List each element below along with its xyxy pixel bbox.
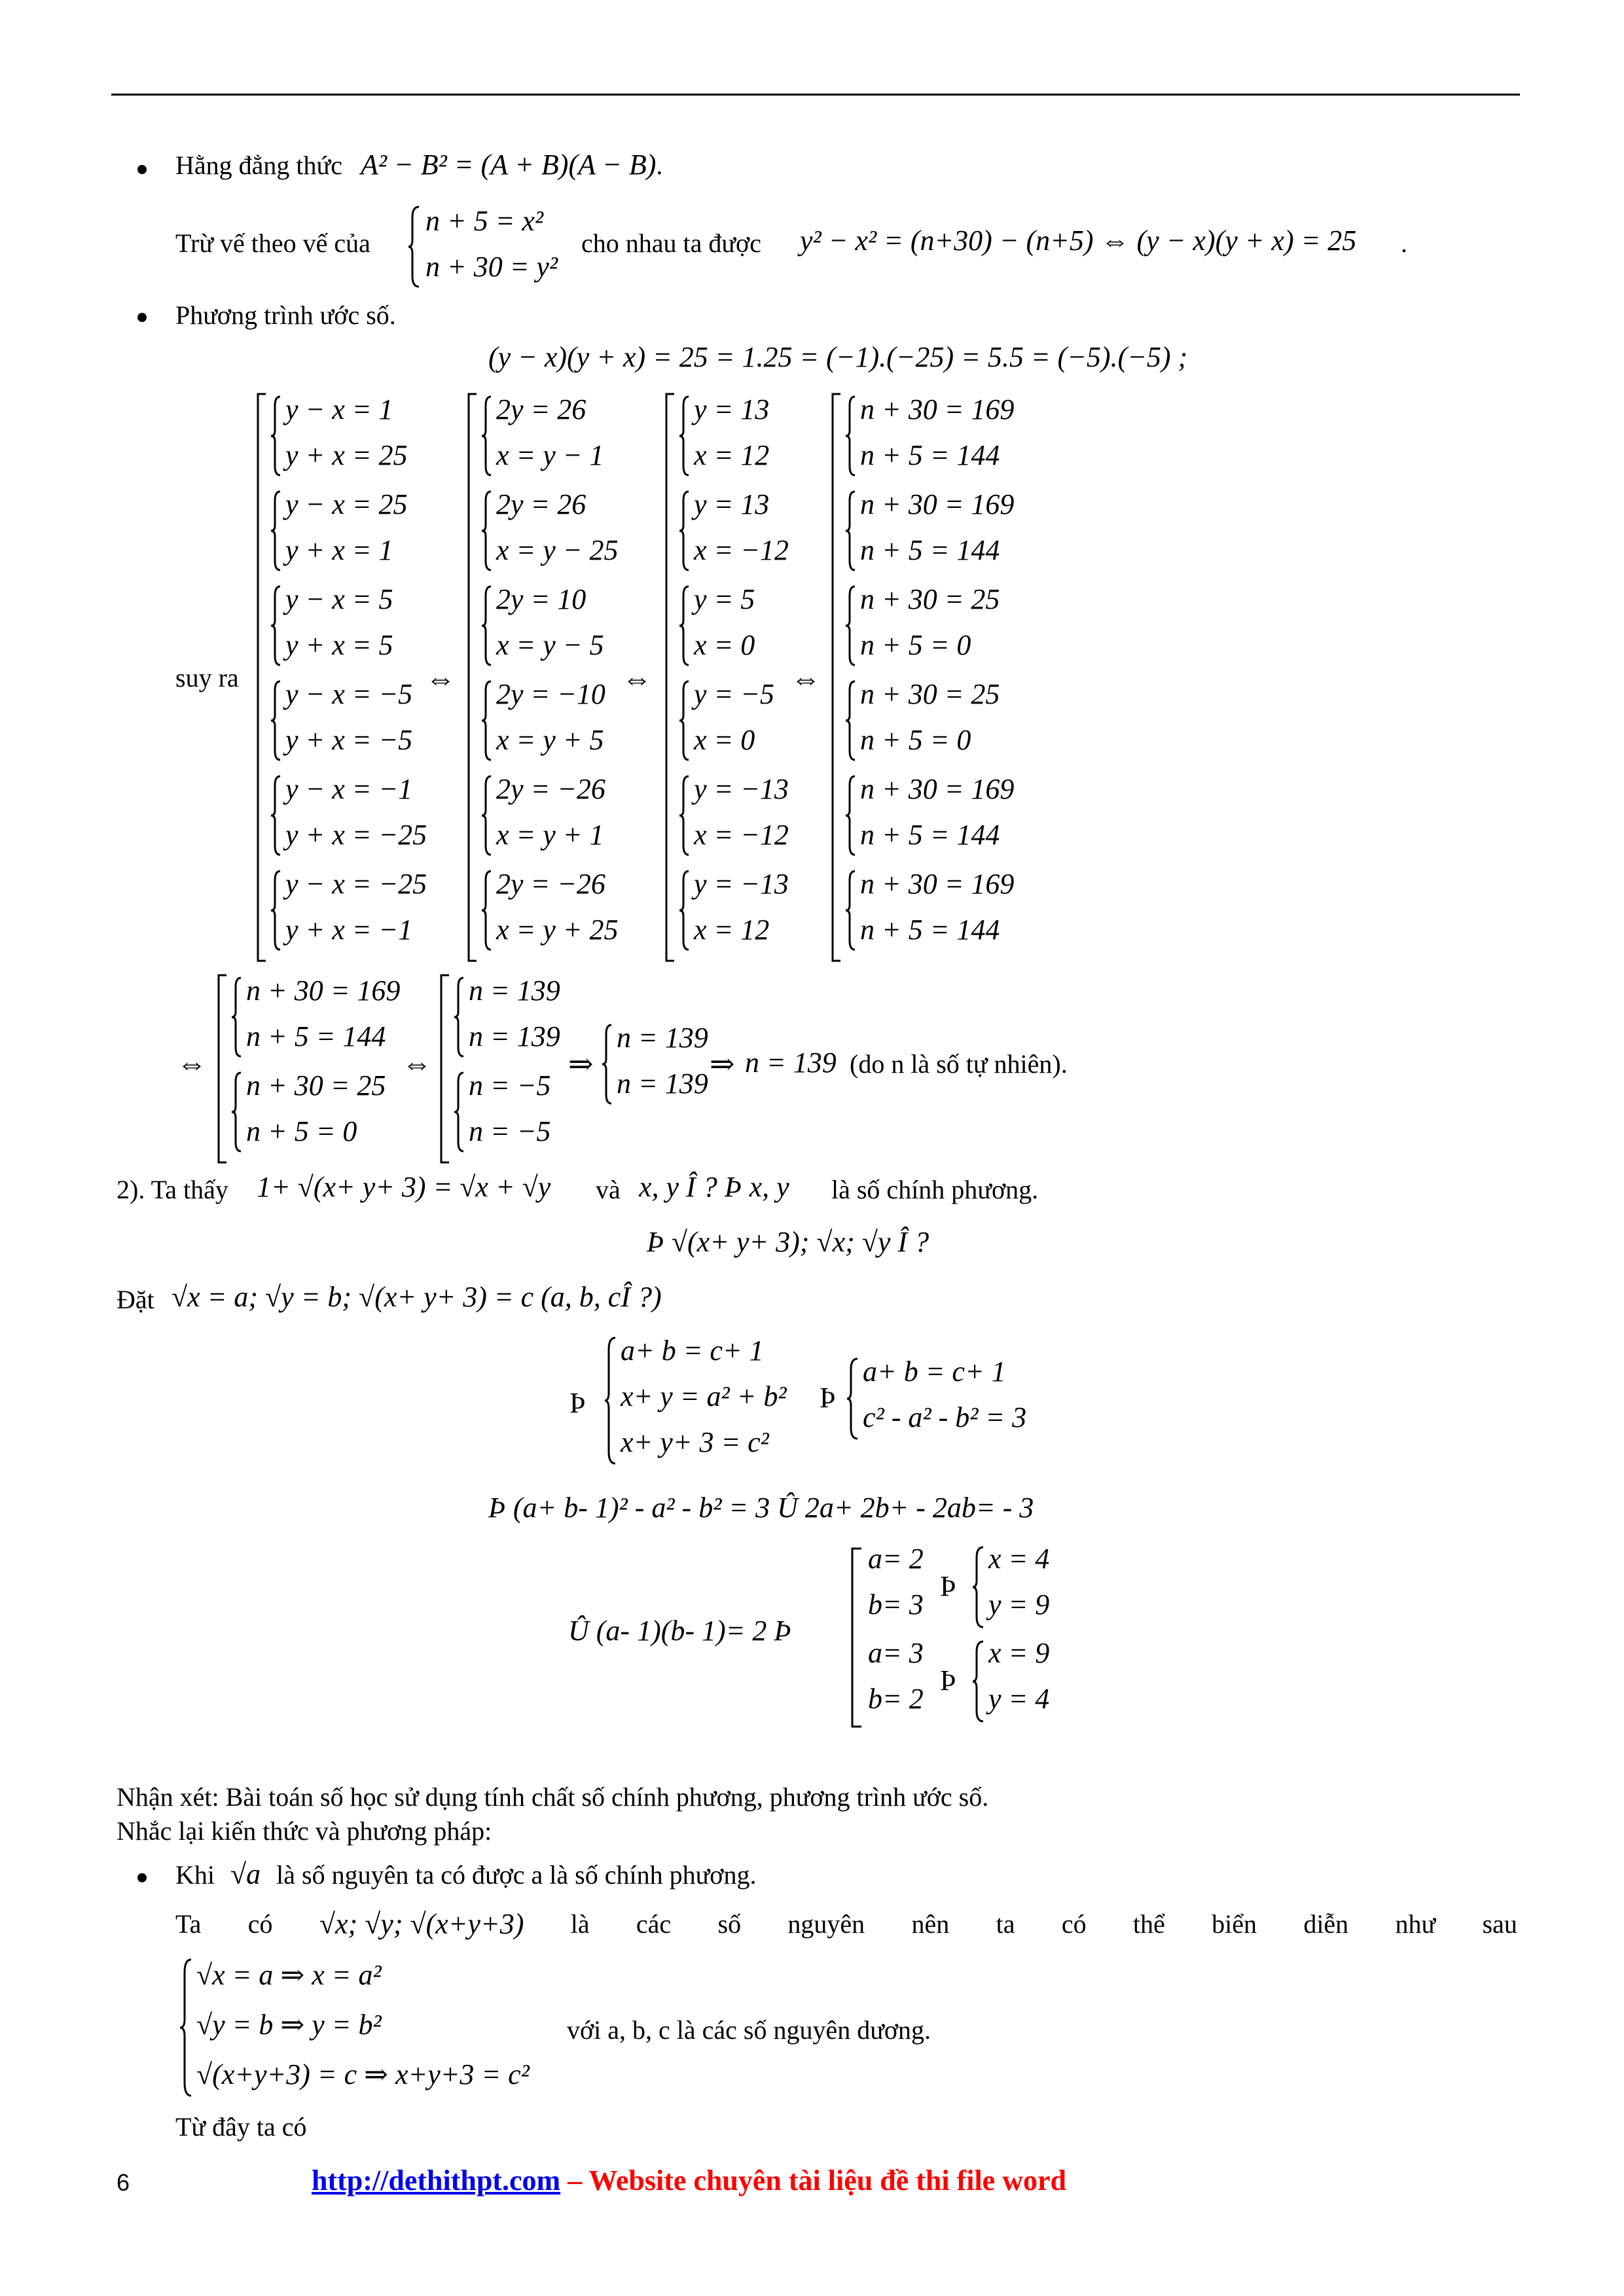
word: ta bbox=[996, 1909, 1015, 1939]
final-b-row: n = −5 bbox=[469, 1069, 551, 1102]
final-b-row: n = −5 bbox=[469, 1115, 551, 1147]
col3-row: y = 5 bbox=[694, 583, 755, 615]
col3-row: x = 12 bbox=[694, 439, 770, 471]
final-c-row: n = 139 bbox=[617, 1022, 708, 1054]
col3-row: y = −13 bbox=[694, 773, 789, 805]
col2-row: x = y − 5 bbox=[496, 629, 604, 661]
case-row: a= 3 bbox=[868, 1637, 924, 1669]
col4-row: n + 30 = 169 bbox=[860, 488, 1015, 520]
sqrt-bullet bbox=[175, 1859, 756, 1891]
brace bbox=[178, 1957, 194, 2101]
col3-row: y = 13 bbox=[694, 488, 770, 520]
subtract-label: Trừ vế theo vế của bbox=[175, 228, 370, 258]
brace-stack bbox=[270, 393, 283, 962]
footer-banner bbox=[312, 2164, 1066, 2197]
equivalence-symbol: ⇔ bbox=[791, 662, 821, 695]
implies-symbol: Þ bbox=[820, 1382, 836, 1414]
sys-row: √x = a ⇒ x = a² bbox=[196, 1959, 382, 1991]
final-a-row: n + 30 = 25 bbox=[246, 1069, 386, 1102]
result-row: x = 4 bbox=[988, 1543, 1050, 1575]
col4-row: n + 5 = 0 bbox=[860, 629, 971, 661]
word: thể bbox=[1132, 1909, 1165, 1939]
expand-line: Þ (a+ b- 1)² - a² - b² = 3 Û 2a+ 2b+ - 2ab= - 3 bbox=[488, 1492, 1034, 1524]
word: số bbox=[717, 1909, 742, 1939]
word: biển bbox=[1212, 1909, 1257, 1939]
col1-row: y − x = 5 bbox=[285, 583, 393, 615]
tu-day-line: Từ đây ta có bbox=[175, 2112, 307, 2142]
bracket bbox=[439, 974, 452, 1164]
col2-row: 2y = 10 bbox=[496, 583, 586, 615]
implies-symbol: Þ bbox=[569, 1387, 586, 1419]
word: các bbox=[636, 1909, 672, 1939]
implies-symbol: Þ bbox=[940, 1570, 956, 1602]
factor-line: Û (a- 1)(b- 1)= 2 Þ bbox=[568, 1615, 792, 1647]
col3-row: x = 12 bbox=[694, 914, 770, 946]
dat-formula: √x = a; √y = b; √(x+ y+ 3) = c (a, b, cÎ ?) bbox=[171, 1281, 662, 1313]
part2-set: x, y Î ? Þ x, y bbox=[639, 1171, 789, 1203]
bullet-dot bbox=[137, 165, 147, 174]
remark-line: Nhận xét: Bài toán số học sử dụng tính chất số chính phương, phương trình ước số. bbox=[117, 1782, 989, 1812]
col2-row: 2y = −10 bbox=[496, 678, 605, 710]
period: . bbox=[1401, 228, 1407, 258]
equivalence-symbol: ⇔ bbox=[622, 662, 652, 695]
identity-formula: A² − B² = (A + B)(A − B) bbox=[360, 149, 657, 181]
brace-stack bbox=[844, 393, 857, 962]
brace-stack bbox=[230, 974, 244, 1164]
divisor-heading: Phương trình ước số. bbox=[175, 300, 396, 330]
header-rule bbox=[111, 94, 1520, 96]
result-row: y = 4 bbox=[988, 1683, 1050, 1715]
col4-row: n + 5 = 144 bbox=[860, 819, 1000, 851]
word: sau bbox=[1482, 1909, 1517, 1939]
suy-ra-label: suy ra bbox=[175, 663, 239, 692]
bullet-dot bbox=[137, 1873, 147, 1882]
brace bbox=[971, 1639, 986, 1724]
col3-row: x = −12 bbox=[694, 534, 789, 566]
col4-row: n + 30 = 169 bbox=[860, 393, 1015, 425]
brace-stack bbox=[453, 974, 466, 1164]
equivalence-symbol: ⇔ bbox=[402, 1047, 432, 1080]
recall-line: Nhắc lại kiến thức và phương pháp: bbox=[117, 1816, 492, 1846]
col2-row: x = y + 1 bbox=[496, 819, 604, 851]
sys-row: √y = b ⇒ y = b² bbox=[196, 2009, 382, 2041]
final-c-row: n = 139 bbox=[617, 1067, 708, 1100]
system-row: n + 30 = y² bbox=[425, 251, 558, 283]
brace-stack bbox=[678, 393, 691, 962]
col1-row: y + x = −1 bbox=[285, 914, 413, 946]
col3-row: y = 13 bbox=[694, 393, 770, 425]
subtract-mid: cho nhau ta được bbox=[581, 228, 761, 258]
case-row: b= 3 bbox=[868, 1588, 924, 1621]
part2-line2: Þ √(x+ y+ 3); √x; √y Î ? bbox=[647, 1226, 929, 1258]
word: như bbox=[1395, 1909, 1436, 1939]
result-row: y = 9 bbox=[988, 1588, 1050, 1621]
sysB-row: c² - a² - b² = 3 bbox=[863, 1401, 1027, 1433]
col1-row: y − x = −5 bbox=[285, 678, 413, 710]
word: là bbox=[570, 1909, 590, 1939]
final-note: (do n là số tự nhiên). bbox=[850, 1049, 1068, 1079]
final-a-row: n + 5 = 0 bbox=[246, 1115, 357, 1147]
col1-row: y + x = 1 bbox=[285, 534, 393, 566]
word: Ta bbox=[175, 1909, 202, 1939]
sysA-row: a+ b = c+ 1 bbox=[621, 1335, 764, 1367]
implies-symbol: Þ bbox=[940, 1664, 956, 1696]
col3-row: x = 0 bbox=[694, 724, 755, 756]
footer-link[interactable]: http://dethithpt.com bbox=[312, 2164, 561, 2197]
col1-row: y + x = 5 bbox=[285, 629, 393, 661]
col4-row: n + 5 = 144 bbox=[860, 534, 1000, 566]
bracket bbox=[664, 393, 677, 962]
sqrt-bullet-post: là số nguyên ta có được a là số chính phương. bbox=[276, 1860, 757, 1890]
part2-end: là số chính phương. bbox=[831, 1175, 1039, 1204]
col4-row: n + 30 = 25 bbox=[860, 583, 1000, 615]
case-row: a= 2 bbox=[868, 1543, 924, 1575]
col2-row: 2y = 26 bbox=[496, 393, 586, 425]
part2-intro: 2). Ta thấy bbox=[117, 1175, 228, 1204]
bracket bbox=[830, 393, 843, 962]
equivalence-symbol: ⇔ bbox=[177, 1047, 207, 1080]
bracket bbox=[848, 1546, 865, 1729]
implies-symbol: ⇒ bbox=[568, 1047, 594, 1081]
part2-formula: 1+ √(x+ y+ 3) = √x + √y bbox=[257, 1171, 551, 1203]
col3-row: x = −12 bbox=[694, 819, 789, 851]
col1-row: y − x = −25 bbox=[285, 868, 427, 900]
sqrt-list: √x; √y; √(x+y+3) bbox=[319, 1908, 524, 1940]
sys-note: với a, b, c là các số nguyên dương. bbox=[567, 2015, 931, 2045]
bracket bbox=[466, 393, 479, 962]
system-brace bbox=[407, 204, 423, 289]
sysA-row: x+ y+ 3 = c² bbox=[621, 1426, 769, 1458]
implies-symbol: ⇒ bbox=[710, 1047, 735, 1081]
col3-row: y = −13 bbox=[694, 868, 789, 900]
final-b-row: n = 139 bbox=[469, 1020, 560, 1052]
col1-row: y + x = −5 bbox=[285, 724, 413, 756]
col4-row: n + 30 = 169 bbox=[860, 868, 1015, 900]
sqrt-bullet-pre: Khi bbox=[175, 1860, 215, 1890]
col2-row: 2y = −26 bbox=[496, 868, 605, 900]
col4-row: n + 5 = 144 bbox=[860, 439, 1000, 471]
sys-row: √(x+y+3) = c ⇒ x+y+3 = c² bbox=[196, 2058, 530, 2090]
brace-stack bbox=[480, 393, 494, 962]
col2-row: x = y − 25 bbox=[496, 534, 619, 566]
identity-line bbox=[175, 149, 662, 181]
col1-row: y − x = −1 bbox=[285, 773, 413, 805]
col1-row: y − x = 25 bbox=[285, 488, 408, 520]
col1-row: y + x = 25 bbox=[285, 439, 408, 471]
col2-row: 2y = −26 bbox=[496, 773, 605, 805]
sysA-row: x+ y = a² + b² bbox=[621, 1380, 787, 1412]
col2-row: x = y + 5 bbox=[496, 724, 604, 756]
sysB-row: a+ b = c+ 1 bbox=[863, 1355, 1006, 1388]
col4-row: n + 30 = 25 bbox=[860, 678, 1000, 710]
result-row: x = 9 bbox=[988, 1637, 1050, 1669]
footer-tagline: – Website chuyên tài liệu đề thi file word bbox=[560, 2164, 1066, 2197]
col1-row: y + x = −25 bbox=[285, 819, 427, 851]
col4-row: n + 5 = 0 bbox=[860, 724, 971, 756]
final-a-row: n + 30 = 169 bbox=[246, 975, 401, 1007]
word: có bbox=[247, 1909, 273, 1939]
factor-line: (y − x)(y + x) = 25 = 1.25 = (−1).(−25) = 5.5 = (−5).(−5) ; bbox=[488, 341, 1188, 373]
word: diễn bbox=[1303, 1909, 1349, 1939]
word: nên bbox=[911, 1909, 950, 1939]
brace bbox=[601, 1021, 614, 1113]
col2-row: x = y + 25 bbox=[496, 914, 619, 946]
word: có bbox=[1061, 1909, 1087, 1939]
col3-row: y = −5 bbox=[694, 678, 774, 710]
bracket bbox=[216, 974, 229, 1164]
identity-label: Hằng đẳng thức bbox=[175, 151, 342, 180]
system-row: n + 5 = x² bbox=[425, 205, 544, 237]
word: nguyên bbox=[787, 1909, 865, 1939]
case-row: b= 2 bbox=[868, 1683, 924, 1715]
col2-row: 2y = 26 bbox=[496, 488, 586, 520]
brace bbox=[971, 1545, 986, 1630]
col3-row: x = 0 bbox=[694, 629, 755, 661]
col4-row: n + 30 = 169 bbox=[860, 773, 1015, 805]
brace bbox=[604, 1335, 618, 1466]
subtract-formula: y² − x² = (n+30) − (n+5) ⇔ (y − x)(y + x) = 25 bbox=[800, 224, 1357, 257]
final-b-row: n = 139 bbox=[469, 975, 560, 1007]
page-number: 6 bbox=[117, 2169, 130, 2196]
final-result: n = 139 bbox=[745, 1047, 837, 1079]
col2-row: x = y − 1 bbox=[496, 439, 604, 471]
brace bbox=[846, 1356, 860, 1441]
equivalence-symbol: ⇔ bbox=[425, 662, 456, 695]
ta-co-line bbox=[175, 1909, 1517, 1940]
col4-row: n + 5 = 144 bbox=[860, 914, 1000, 946]
bullet-dot bbox=[137, 313, 147, 322]
bracket bbox=[255, 393, 268, 962]
dat-label: Đặt bbox=[117, 1285, 154, 1314]
part2-and: và bbox=[596, 1175, 621, 1204]
col1-row: y − x = 1 bbox=[285, 393, 393, 425]
period: . bbox=[656, 151, 663, 180]
final-a-row: n + 5 = 144 bbox=[246, 1020, 386, 1052]
sqrt-symbol: √a bbox=[230, 1858, 261, 1890]
